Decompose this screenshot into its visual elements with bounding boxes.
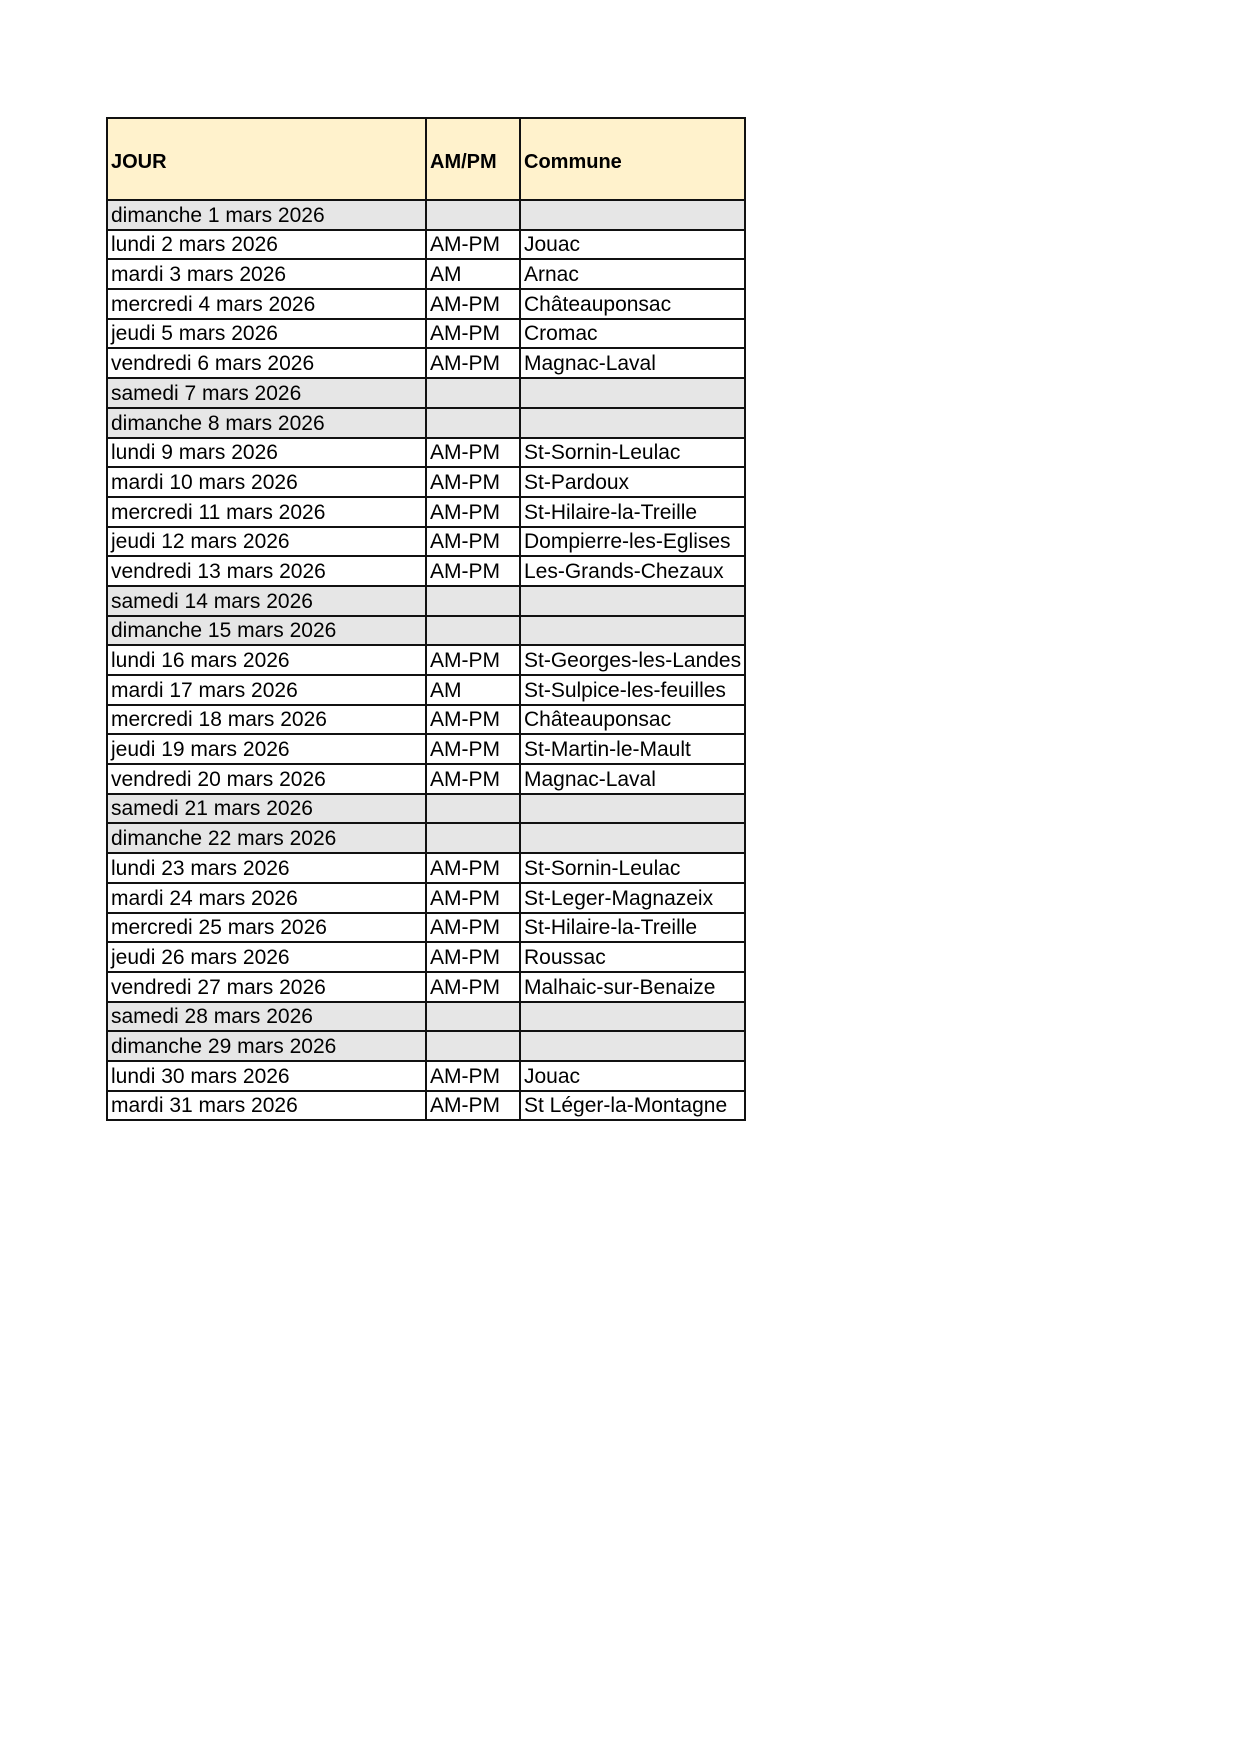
table-row: [107, 823, 745, 853]
cell-jour: samedi 28 mars 2026: [107, 1002, 426, 1032]
cell-jour: vendredi 13 mars 2026: [107, 556, 426, 586]
cell-ampm: AM-PM: [426, 764, 520, 794]
cell-ampm: AM-PM: [426, 497, 520, 527]
cell-ampm: AM-PM: [426, 705, 520, 735]
cell-ampm: AM: [426, 675, 520, 705]
table-row: [107, 853, 745, 883]
table-row: [107, 1091, 745, 1121]
cell-jour: mardi 10 mars 2026: [107, 467, 426, 497]
cell-jour: lundi 9 mars 2026: [107, 438, 426, 468]
cell-jour: samedi 7 mars 2026: [107, 378, 426, 408]
cell-jour: jeudi 12 mars 2026: [107, 527, 426, 557]
cell-commune: [520, 616, 745, 646]
cell-commune: Dompierre-les-Eglises: [520, 527, 745, 557]
cell-commune: [520, 200, 745, 230]
table-row: [107, 259, 745, 289]
cell-commune: Jouac: [520, 1061, 745, 1091]
cell-ampm: [426, 794, 520, 824]
cell-jour: dimanche 8 mars 2026: [107, 408, 426, 438]
cell-commune: St-Leger-Magnazeix: [520, 883, 745, 913]
table-row: [107, 942, 745, 972]
cell-commune: [520, 1002, 745, 1032]
table-row: [107, 378, 745, 408]
table-row: [107, 408, 745, 438]
cell-commune: Jouac: [520, 230, 745, 260]
cell-jour: lundi 23 mars 2026: [107, 853, 426, 883]
cell-commune: Châteauponsac: [520, 705, 745, 735]
cell-ampm: AM-PM: [426, 645, 520, 675]
table-row: [107, 616, 745, 646]
cell-commune: Magnac-Laval: [520, 764, 745, 794]
table-row: [107, 972, 745, 1002]
cell-jour: lundi 30 mars 2026: [107, 1061, 426, 1091]
cell-commune: St-Sornin-Leulac: [520, 853, 745, 883]
cell-commune: Magnac-Laval: [520, 348, 745, 378]
table-row: [107, 734, 745, 764]
cell-commune: St-Sornin-Leulac: [520, 438, 745, 468]
cell-ampm: [426, 616, 520, 646]
table-row: [107, 497, 745, 527]
cell-ampm: AM-PM: [426, 913, 520, 943]
cell-commune: Roussac: [520, 942, 745, 972]
cell-commune: St-Pardoux: [520, 467, 745, 497]
table-row: [107, 438, 745, 468]
table-row: [107, 645, 745, 675]
cell-ampm: AM-PM: [426, 942, 520, 972]
cell-commune: St-Georges-les-Landes: [520, 645, 745, 675]
cell-jour: mercredi 4 mars 2026: [107, 289, 426, 319]
cell-commune: [520, 823, 745, 853]
header-jour: JOUR: [107, 118, 426, 200]
cell-ampm: AM-PM: [426, 734, 520, 764]
cell-commune: [520, 408, 745, 438]
table-row: [107, 467, 745, 497]
cell-jour: mercredi 25 mars 2026: [107, 913, 426, 943]
cell-jour: vendredi 6 mars 2026: [107, 348, 426, 378]
cell-jour: dimanche 15 mars 2026: [107, 616, 426, 646]
cell-commune: Cromac: [520, 319, 745, 349]
table-row: [107, 1031, 745, 1061]
cell-ampm: [426, 408, 520, 438]
cell-jour: dimanche 29 mars 2026: [107, 1031, 426, 1061]
cell-ampm: [426, 1031, 520, 1061]
table-row: [107, 1002, 745, 1032]
table-row: [107, 348, 745, 378]
cell-commune: [520, 794, 745, 824]
cell-ampm: AM-PM: [426, 556, 520, 586]
cell-commune: Arnac: [520, 259, 745, 289]
cell-jour: mercredi 11 mars 2026: [107, 497, 426, 527]
cell-ampm: AM-PM: [426, 319, 520, 349]
table-row: [107, 289, 745, 319]
cell-ampm: AM-PM: [426, 467, 520, 497]
table-row: [107, 913, 745, 943]
cell-commune: Malhaic-sur-Benaize: [520, 972, 745, 1002]
cell-jour: jeudi 5 mars 2026: [107, 319, 426, 349]
table-row: [107, 675, 745, 705]
cell-ampm: [426, 823, 520, 853]
cell-ampm: AM: [426, 259, 520, 289]
table-row: [107, 200, 745, 230]
cell-commune: St-Hilaire-la-Treille: [520, 497, 745, 527]
cell-commune: [520, 378, 745, 408]
table-row: [107, 1061, 745, 1091]
cell-ampm: AM-PM: [426, 853, 520, 883]
cell-jour: mercredi 18 mars 2026: [107, 705, 426, 735]
cell-ampm: [426, 378, 520, 408]
cell-jour: jeudi 26 mars 2026: [107, 942, 426, 972]
cell-ampm: AM-PM: [426, 1091, 520, 1121]
cell-commune: [520, 1031, 745, 1061]
cell-commune: Les-Grands-Chezaux: [520, 556, 745, 586]
table-row: [107, 586, 745, 616]
table-row: [107, 883, 745, 913]
cell-ampm: [426, 200, 520, 230]
table-row: [107, 319, 745, 349]
cell-jour: jeudi 19 mars 2026: [107, 734, 426, 764]
cell-ampm: [426, 586, 520, 616]
cell-jour: mardi 24 mars 2026: [107, 883, 426, 913]
cell-ampm: AM-PM: [426, 348, 520, 378]
cell-ampm: AM-PM: [426, 1061, 520, 1091]
table-row: [107, 794, 745, 824]
cell-jour: samedi 14 mars 2026: [107, 586, 426, 616]
cell-jour: vendredi 27 mars 2026: [107, 972, 426, 1002]
header-ampm: AM/PM: [426, 118, 520, 200]
cell-ampm: AM-PM: [426, 883, 520, 913]
table-row: [107, 764, 745, 794]
cell-commune: St-Martin-le-Mault: [520, 734, 745, 764]
table-row: [107, 527, 745, 557]
cell-jour: dimanche 1 mars 2026: [107, 200, 426, 230]
header-row: [107, 118, 745, 200]
schedule-table: [106, 117, 746, 1121]
table-row: [107, 556, 745, 586]
cell-jour: lundi 2 mars 2026: [107, 230, 426, 260]
cell-commune: St-Hilaire-la-Treille: [520, 913, 745, 943]
table-row: [107, 705, 745, 735]
cell-jour: mardi 17 mars 2026: [107, 675, 426, 705]
cell-jour: samedi 21 mars 2026: [107, 794, 426, 824]
cell-commune: Châteauponsac: [520, 289, 745, 319]
cell-jour: mardi 3 mars 2026: [107, 259, 426, 289]
cell-commune: St-Sulpice-les-feuilles: [520, 675, 745, 705]
cell-jour: dimanche 22 mars 2026: [107, 823, 426, 853]
cell-ampm: AM-PM: [426, 230, 520, 260]
table-row: [107, 230, 745, 260]
cell-ampm: AM-PM: [426, 972, 520, 1002]
cell-commune: St Léger-la-Montagne: [520, 1091, 745, 1121]
cell-ampm: AM-PM: [426, 289, 520, 319]
header-commune: Commune: [520, 118, 745, 200]
cell-commune: [520, 586, 745, 616]
cell-ampm: [426, 1002, 520, 1032]
cell-jour: vendredi 20 mars 2026: [107, 764, 426, 794]
cell-jour: lundi 16 mars 2026: [107, 645, 426, 675]
cell-ampm: AM-PM: [426, 438, 520, 468]
cell-jour: mardi 31 mars 2026: [107, 1091, 426, 1121]
cell-ampm: AM-PM: [426, 527, 520, 557]
